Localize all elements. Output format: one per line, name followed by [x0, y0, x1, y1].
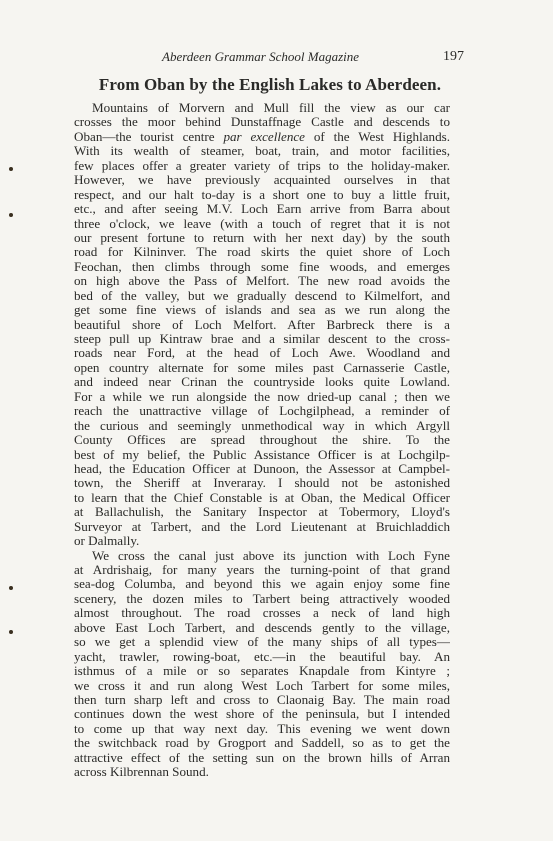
text-line: [74, 115, 450, 129]
text-line: [74, 260, 450, 274]
text-line: [74, 245, 450, 259]
page-header: [74, 49, 464, 67]
paragraph: [74, 549, 450, 780]
text-line: [74, 101, 450, 115]
running-title: Aberdeen Grammar School Magazine: [162, 49, 360, 64]
line-text: steep pull up Kintraw brae and a similar descent to the cross-: [74, 332, 450, 346]
text-line: [74, 592, 450, 606]
line-text: and indeed near Crinan the countryside looks quite Lowland.: [74, 375, 450, 390]
text-line: [74, 765, 450, 779]
line-text: scenery, the dozen miles to Tarbert being attractively wooded: [74, 591, 450, 606]
line-text: bed of the valley, but we gradually descend to Kilmelfort, and: [74, 288, 450, 303]
line-text: to come up that way next day. This evening we went down: [74, 721, 450, 736]
line-text: Feochan, then climbs through some fine woods, and emerges: [74, 259, 450, 274]
text-line: [74, 274, 450, 288]
text-line: [74, 650, 450, 664]
text-line: [74, 130, 450, 144]
line-text: head, the Education Officer at Dunoon, the Assessor at Campbel-: [74, 461, 450, 476]
text-line: [74, 188, 450, 202]
text-line: [74, 520, 450, 534]
line-text: we cross it and run along West Loch Tarbert for some miles,: [74, 678, 450, 693]
line-text: of the West Highlands.: [305, 129, 450, 144]
text-line: [74, 332, 450, 346]
line-text: so we get a splendid view of the many ships of all types—: [74, 635, 450, 650]
line-text: then turn sharp left and cross to Claonaig Bay. The main road: [74, 692, 450, 707]
line-text: at Ballachulish, the Sanitary Inspector at Tobermory, Lloyd's: [74, 505, 450, 520]
line-text: best of my belief, the Public Assistance Officer is at Lochgilp-: [74, 447, 450, 462]
line-text: However, we have previously acquainted ourselves in that: [74, 173, 450, 188]
text-line: [74, 173, 450, 187]
text-line: [74, 390, 450, 404]
line-text: respect, and our halt to-day is a short one to buy a little fruit,: [74, 187, 450, 202]
line-text: on high above the Pass of Melfort. The new road avoids the: [74, 274, 450, 289]
line-text: the switchback road by Grogport and Saddell, so as to get the: [74, 736, 450, 751]
paragraph: [74, 101, 450, 549]
line-text: open country alternate for some miles past Carnasserie Castle,: [74, 360, 450, 375]
line-text: across Kilbrennan Sound.: [74, 765, 209, 780]
article-title: From Oban by the English Lakes to Aberdeen.: [98, 75, 442, 94]
margin-mark: [9, 630, 13, 634]
line-text: attractive effect of the setting sun on the brown hills of Arran: [74, 750, 450, 765]
text-line: [74, 448, 450, 462]
text-line: [74, 606, 450, 620]
text-line: [74, 577, 450, 591]
text-line: [74, 679, 450, 693]
line-text: With its wealth of steamer, boat, train, and motor facilities,: [74, 144, 450, 159]
text-line: [74, 549, 450, 563]
line-text: etc., and after seeing M.V. Loch Earn arrive from Barra about: [74, 202, 450, 217]
line-text: We cross the canal just above its junction with Loch Fyne: [92, 548, 450, 563]
text-line: [74, 303, 450, 317]
line-text: continues down the west shore of the peninsula, but I intended: [74, 707, 450, 722]
line-text: beautiful shore of Loch Melfort. After Barbreck there is a: [74, 317, 450, 332]
line-text: the curious and seemingly unmethodical way in which Argyll: [74, 418, 450, 433]
text-line: [74, 289, 450, 303]
text-line: [74, 346, 450, 360]
text-line: [74, 433, 450, 447]
text-line: [74, 361, 450, 375]
text-line: [74, 621, 450, 635]
line-text: reach the unattractive village of Lochgilphead, a reminder of: [74, 404, 450, 419]
line-text: crosses the moor behind Dunstaffnage Castle and descends to: [74, 115, 450, 130]
article-body: [74, 101, 450, 780]
line-text: almost throughout. The road crosses a neck of land high: [74, 606, 450, 621]
text-line: [74, 664, 450, 678]
line-text: sea-dog Columba, and beyond this we again enjoy some fine: [74, 577, 450, 592]
line-text: above East Loch Tarbert, and descends gently to the village,: [74, 620, 450, 635]
line-text: get some fine views of islands and sea as we run along the: [74, 303, 450, 318]
margin-mark: [9, 586, 13, 590]
text-line: [74, 693, 450, 707]
line-text: Surveyor at Tarbert, and the Lord Lieutenant at Bruichladdich: [74, 519, 450, 534]
text-line: [74, 318, 450, 332]
text-line: [74, 419, 450, 433]
text-line: [74, 404, 450, 418]
margin-mark: [9, 213, 13, 217]
line-text: For a while we run alongside the now dried-up canal ; then we: [74, 389, 450, 404]
text-line: [74, 491, 450, 505]
text-line: [74, 217, 450, 231]
line-text: at Ardrishaig, for many years the turning-point of that grand: [74, 563, 450, 577]
text-line: [74, 751, 450, 765]
margin-mark: [9, 167, 13, 171]
line-text: yacht, trawler, rowing-boat, etc.—in the beautiful bay. An: [74, 649, 450, 664]
line-text: or Dalmally.: [74, 534, 140, 549]
italic-phrase: par excellence: [223, 129, 305, 144]
line-text: our present fortune to return with her next day) by the south: [74, 230, 450, 245]
line-text: Mountains of Morvern and Mull fill the view as our car: [92, 101, 450, 115]
line-text: isthmus of a mile or so separates Knapdale from Kintyre ;: [74, 664, 450, 679]
text-line: [74, 736, 450, 750]
text-line: [74, 635, 450, 649]
text-line: [74, 722, 450, 736]
text-line: [74, 144, 450, 158]
text-line: [74, 707, 450, 721]
line-text: road for Kilninver. The road skirts the quiet shore of Loch: [74, 245, 450, 260]
line-text: few places offer a greater variety of trips to the holiday-maker.: [74, 158, 450, 173]
line-text: town, the Sheriff at Inveraray. I should not be astonished: [74, 476, 450, 491]
text-line: [74, 505, 450, 519]
line-text: Oban—the tourist centre: [74, 129, 224, 144]
text-line: [74, 375, 450, 389]
text-line: [74, 476, 450, 490]
text-line: [74, 462, 450, 476]
text-line: [74, 534, 450, 548]
line-text: three o'clock, we leave (with a touch of regret that it is not: [74, 216, 450, 231]
text-line: [74, 563, 450, 577]
text-line: [74, 231, 450, 245]
text-line: [74, 159, 450, 173]
line-text: roads near Ford, at the head of Loch Awe. Woodland and: [74, 346, 450, 361]
text-line: [74, 202, 450, 216]
page-number: 197: [443, 49, 464, 64]
line-text: to learn that the Chief Constable is at Oban, the Medical Officer: [74, 490, 450, 505]
line-text: County Offices are spread throughout the shire. To the: [74, 433, 450, 448]
